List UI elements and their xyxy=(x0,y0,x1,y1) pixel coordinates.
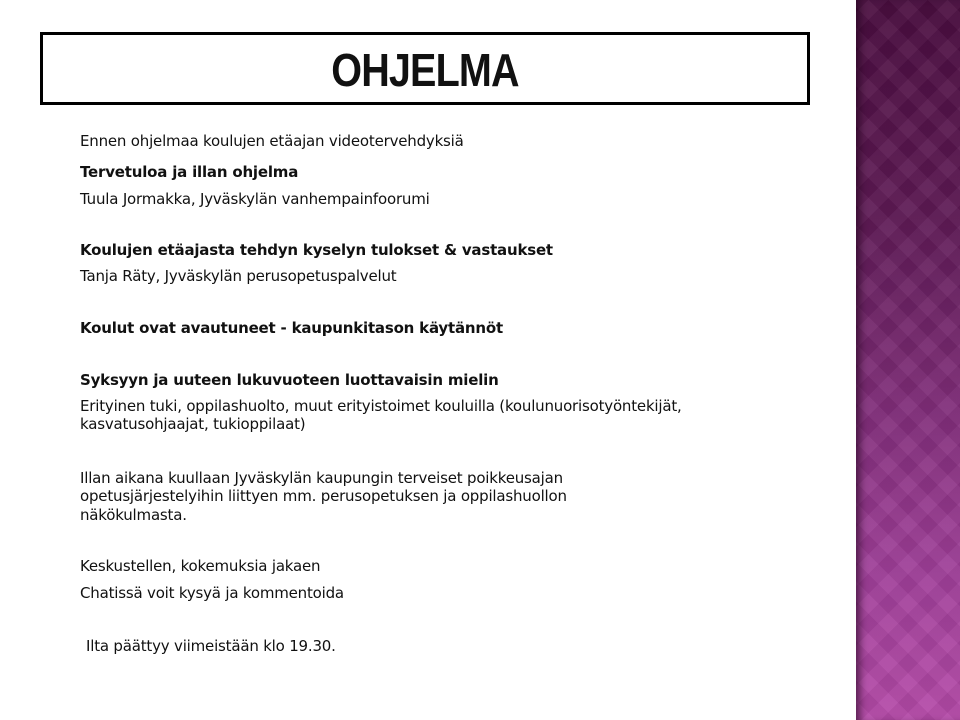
evening-text-line-3: näkökulmasta. xyxy=(80,506,187,524)
end-time-text: Ilta päättyy viimeistään klo 19.30. xyxy=(86,637,336,655)
survey-heading: Koulujen etäajasta tehdyn kyselyn tulokset & vastaukset xyxy=(80,241,553,259)
decorative-side-panel xyxy=(856,0,960,720)
welcome-heading: Tervetuloa ja illan ohjelma xyxy=(80,163,299,181)
evening-text-line-2: opetusjärjestelyihin liittyen mm. perusopetuksen ja oppilashuollon xyxy=(80,487,567,505)
slide-title: OHJELMA xyxy=(331,44,519,96)
welcome-speaker: Tuula Jormakka, Jyväskylän vanhempainfoorumi xyxy=(80,190,430,208)
discussion-text: Keskustellen, kokemuksia jakaen xyxy=(80,557,321,575)
intro-text: Ennen ohjelmaa koulujen etäajan videotervehdyksiä xyxy=(80,132,464,150)
evening-text-line-1: Illan aikana kuullaan Jyväskylän kaupungin terveiset poikkeusajan xyxy=(80,469,563,487)
schools-heading: Koulut ovat avautuneet - kaupunkitason käytännöt xyxy=(80,319,503,337)
survey-speaker: Tanja Räty, Jyväskylän perusopetuspalvelut xyxy=(80,267,397,285)
autumn-detail-line-1: Erityinen tuki, oppilashuolto, muut erityistoimet kouluilla (koulunuorisotyöntekijät, xyxy=(80,397,682,415)
autumn-detail-line-2: kasvatusohjaajat, tukioppilaat) xyxy=(80,415,306,433)
autumn-heading: Syksyyn ja uuteen lukuvuoteen luottavaisin mielin xyxy=(80,371,499,389)
title-box xyxy=(40,32,810,105)
chat-text: Chatissä voit kysyä ja kommentoida xyxy=(80,584,344,602)
